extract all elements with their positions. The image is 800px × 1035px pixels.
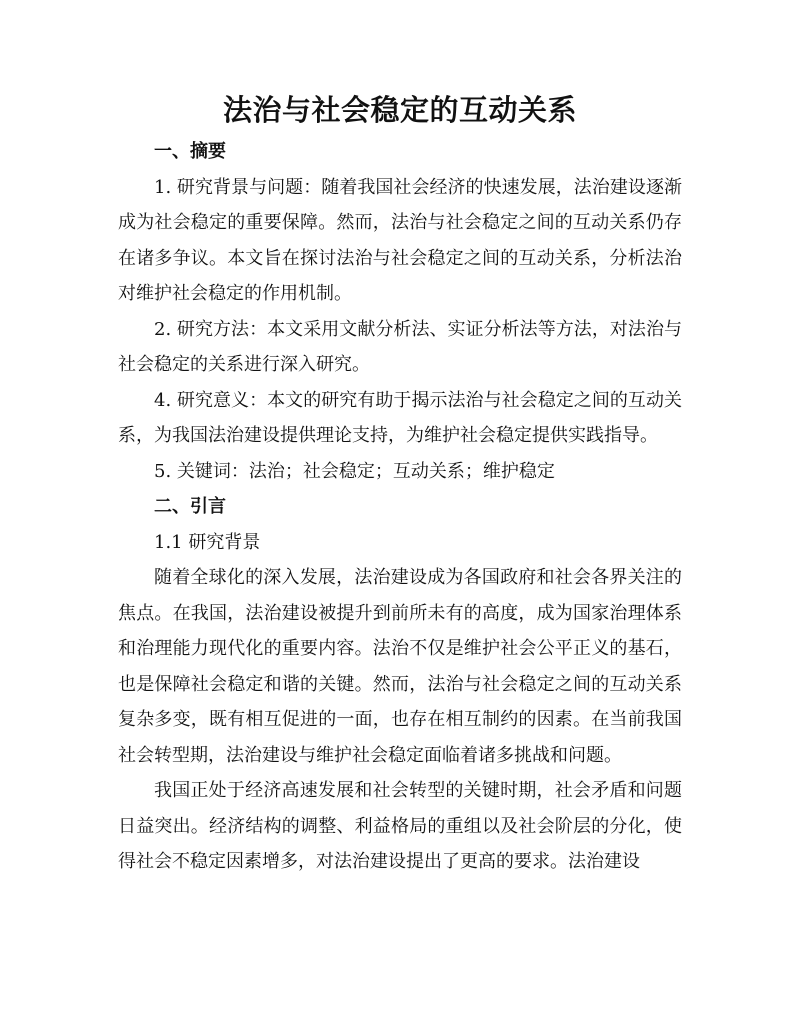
section-heading-introduction: 二、引言: [154, 496, 226, 517]
subsection-heading-background: 1.1 研究背景: [154, 531, 261, 553]
introduction-paragraph: 我国正处于经济高速发展和社会转型的关键时期，社会矛盾和问题日益突出。经济结构的调整、利益格局的重组以及社会阶层的分化，使得社会不稳定因素增多，对法治建设提出了更高的要求。法治建设: [118, 780, 682, 872]
abstract-item-keywords: 5. 关键词：法治；社会稳定；互动关系；维护稳定: [154, 460, 555, 482]
introduction-paragraph: 随着全球化的深入发展，法治建设成为各国政府和社会各界关注的焦点。在我国，法治建设被提升到前所未有的高度，成为国家治理体系和治理能力现代化的重要内容。法治不仅是维护社会公平正义的基石，也是保障社会稳定和谐的关键。然而，法治与社会稳定之间的互动关系复杂多变，既有相互促进的一面，也存在相互制约的因素。在当前我国社会转型期，法治建设与维护社会稳定面临着诸多挑战和问题。: [118, 567, 682, 766]
abstract-item-methods: 2. 研究方法：本文采用文献分析法、实证分析法等方法，对法治与社会稳定的关系进行深入研究。: [118, 318, 682, 375]
abstract-item-background: 1. 研究背景与问题：随着我国社会经济的快速发展，法治建设逐渐成为社会稳定的重要保障。然而，法治与社会稳定之间的互动关系仍存在诸多争议。本文旨在探讨法治与社会稳定之间的互动关系，分析法治对维护社会稳定的作用机制。: [118, 176, 682, 304]
abstract-item-significance: 4. 研究意义：本文的研究有助于揭示法治与社会稳定之间的互动关系，为我国法治建设提供理论支持，为维护社会稳定提供实践指导。: [118, 389, 682, 446]
document-title: 法治与社会稳定的互动关系: [222, 93, 577, 127]
section-heading-abstract: 一、摘要: [154, 141, 226, 162]
